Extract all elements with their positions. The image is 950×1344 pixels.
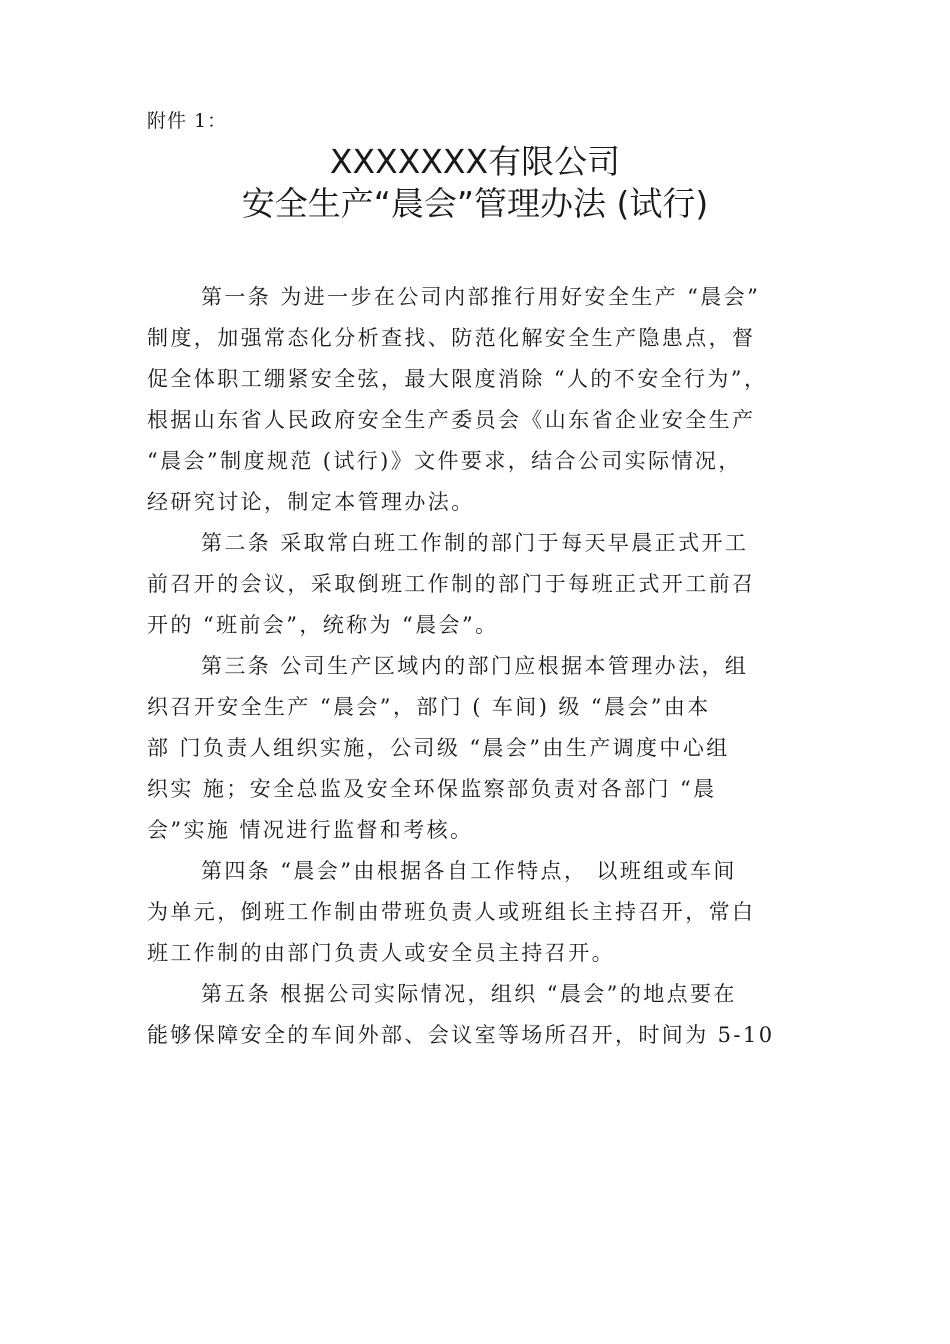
document-title-company: XXXXXXX有限公司 — [329, 142, 621, 181]
attachment-label: 附件 1： — [147, 110, 228, 132]
article-5-line-1: 第五条 根据公司实际情况，组织 “晨会”的地点要在 — [201, 982, 737, 1006]
article-1-line-6: 经研究讨论，制定本管理办法。 — [147, 490, 475, 514]
document-body — [147, 277, 817, 1056]
article-4-line-2: 为单元，倒班工作制由带班负责人或班组长主持召开，常白 — [147, 900, 756, 924]
article-2-line-2: 前召开的会议，采取倒班工作制的部门于每班正式开工前召 — [147, 572, 756, 596]
document-title-regulation: 安全生产“晨会”管理办法 (试行) — [241, 184, 709, 223]
article-4-line-1: 第四条 “晨会”由根据各自工作特点， 以班组或车间 — [201, 859, 737, 883]
article-3-line-5: 会”实施 情况进行监督和考核。 — [147, 818, 474, 842]
article-4-line-3: 班工作制的由部门负责人或安全员主持召开。 — [147, 941, 615, 965]
article-1-line-1: 第一条 为进一步在公司内部推行用好安全生产 “晨会” — [201, 285, 761, 309]
article-3-line-2: 织召开安全生产 “晨会”，部门 ( 车间) 级 “晨会”由本 — [147, 695, 711, 719]
article-3-line-1: 第三条 公司生产区域内的部门应根据本管理办法，组 — [201, 654, 749, 678]
article-5-line-2: 能够保障安全的车间外部、会议室等场所召开，时间为 5-10 — [147, 1023, 775, 1047]
article-2-line-3: 开的 “班前会”，统称为 “晨会”。 — [147, 613, 499, 637]
article-3-line-3: 部 门负责人组织实施，公司级 “晨会”由生产调度中心组 — [147, 736, 730, 760]
article-1-line-3: 促全体职工绷紧安全弦，最大限度消除 “人的不安全行为”， — [147, 367, 768, 391]
article-1-line-5: “晨会”制度规范 (试行)》文件要求，结合公司实际情况， — [147, 449, 742, 473]
article-2-line-1: 第二条 采取常白班工作制的部门于每天早晨正式开工 — [201, 531, 749, 555]
article-1-line-2: 制度，加强常态化分析查找、防范化解安全生产隐患点，督 — [147, 326, 756, 350]
article-3-line-4: 织实 施；安全总监及安全环保监察部负责对各部门 “晨 — [147, 777, 717, 801]
article-1-line-4: 根据山东省人民政府安全生产委员会《山东省企业安全生产 — [147, 408, 756, 432]
